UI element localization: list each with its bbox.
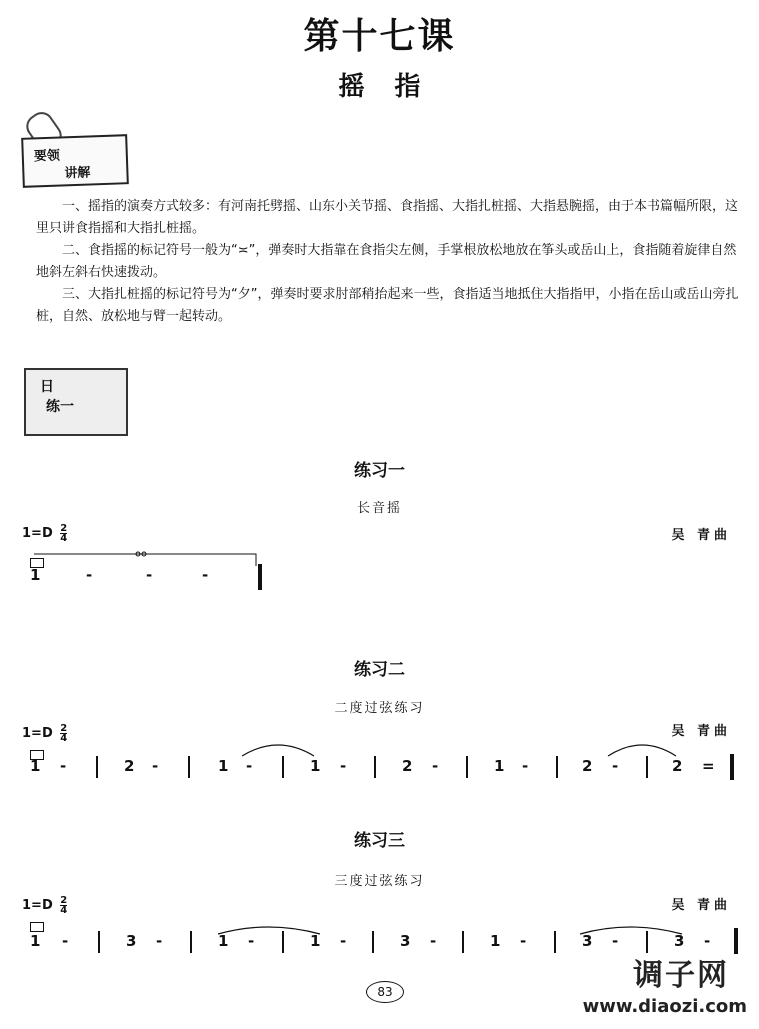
note: 2 xyxy=(402,757,413,775)
note: - xyxy=(430,932,437,950)
practice-badge-line2: 练一 xyxy=(46,399,74,415)
time-sig-bottom: 4 xyxy=(60,533,68,544)
explain-badge xyxy=(21,134,129,188)
note: 3 xyxy=(582,932,593,950)
exercise-3-composer: 吴 青曲 xyxy=(671,898,731,913)
note: 2 xyxy=(124,757,135,775)
time-sig-bottom: 4 xyxy=(60,733,68,744)
note: - xyxy=(612,757,619,775)
note: = xyxy=(702,757,715,775)
barline xyxy=(282,756,284,778)
note: 1 xyxy=(218,932,229,950)
note: - xyxy=(202,566,209,584)
note: 1 xyxy=(30,932,41,950)
barline xyxy=(98,931,100,953)
key-signature: 1=D xyxy=(22,726,53,741)
barline xyxy=(466,756,468,778)
key-signature: 1=D xyxy=(22,898,53,913)
paragraph-1: 一、摇指的演奏方式较多：有河南托劈摇、山东小关节摇、食指摇、大指扎桩摇、大指悬腕摇，由于本书篇幅所限，这里只讲食指摇和大指扎桩摇。 xyxy=(36,199,739,236)
barline xyxy=(462,931,464,953)
note: 3 xyxy=(126,932,137,950)
explain-badge-line1: 要领 xyxy=(33,148,61,165)
exercise-2-title: 练习二 xyxy=(354,660,405,680)
note: - xyxy=(340,757,347,775)
exercise-2-slur-1 xyxy=(240,738,320,758)
practice-badge xyxy=(24,368,128,436)
exercise-1-title: 练习一 xyxy=(354,461,405,481)
note: 3 xyxy=(400,932,411,950)
note: 1 xyxy=(310,932,321,950)
note: - xyxy=(704,932,711,950)
barline xyxy=(282,931,284,953)
time-sig-bottom: 4 xyxy=(60,905,68,916)
exercise-2-key xyxy=(22,724,67,743)
lesson-subtitle: 摇指 xyxy=(338,72,451,102)
exercise-3-title: 练习三 xyxy=(354,831,405,851)
note: - xyxy=(86,566,93,584)
note: 1 xyxy=(490,932,501,950)
exercise-1-subtitle: 长音摇 xyxy=(356,501,402,516)
barline xyxy=(372,931,374,953)
barline xyxy=(554,931,556,953)
final-barline xyxy=(734,928,738,954)
note: 1 xyxy=(494,757,505,775)
explain-badge-line2: 讲解 xyxy=(64,165,91,182)
exercise-1-composer: 吴 青曲 xyxy=(671,528,731,543)
time-sig-top: 2 xyxy=(60,723,68,734)
note: - xyxy=(248,932,255,950)
note: - xyxy=(246,757,253,775)
paragraph-3: 三、大指扎桩摇的标记符号为“夕”，弹奏时要求肘部稍抬起来一些，食指适当地抵住大指指甲，小指在岳山或岳山旁扎桩，自然、放松地与臂一起转动。 xyxy=(36,287,739,324)
practice-badge-line1: 日 xyxy=(40,379,54,395)
note: 2 xyxy=(582,757,593,775)
note: - xyxy=(156,932,163,950)
note: - xyxy=(520,932,527,950)
exercise-1-tie xyxy=(34,548,264,568)
barline xyxy=(188,756,190,778)
time-sig-top: 2 xyxy=(60,895,68,906)
final-barline xyxy=(258,564,262,590)
barline xyxy=(556,756,558,778)
barline xyxy=(190,931,192,953)
note: - xyxy=(146,566,153,584)
note: - xyxy=(522,757,529,775)
paragraph-2: 二、食指摇的标记符号一般为“≍”，弹奏时大指靠在食指尖左侧，手掌根放松地放在筝头或岳山上，食指随着旋律自然地斜左斜右快速拨动。 xyxy=(36,243,737,280)
page-number: 83 xyxy=(366,981,404,1003)
exercise-2-slur-2 xyxy=(606,738,686,758)
note: - xyxy=(60,757,67,775)
time-sig-top: 2 xyxy=(60,523,68,534)
watermark-brand: 调子网 xyxy=(633,958,729,993)
barline xyxy=(646,756,648,778)
exercise-2-subtitle: 二度过弦练习 xyxy=(334,701,425,716)
note: 2 xyxy=(672,757,683,775)
note: - xyxy=(62,932,69,950)
note: 1 xyxy=(310,757,321,775)
tremolo-mark-icon xyxy=(30,922,44,932)
exercise-3-slur-2 xyxy=(578,918,688,938)
lesson-title: 第十七课 xyxy=(303,15,456,57)
watermark-url: www.diaozi.com xyxy=(582,996,747,1017)
note: 1 xyxy=(30,566,41,584)
exercise-1-key xyxy=(22,524,67,543)
note: - xyxy=(612,932,619,950)
exercise-2-composer: 吴 青曲 xyxy=(671,724,731,739)
final-barline xyxy=(730,754,734,780)
barline xyxy=(96,756,98,778)
exercise-3-key xyxy=(22,896,67,915)
exercise-3-subtitle: 三度过弦练习 xyxy=(334,874,425,889)
note: - xyxy=(340,932,347,950)
note: 3 xyxy=(674,932,685,950)
barline xyxy=(374,756,376,778)
note: 1 xyxy=(30,757,41,775)
note: 1 xyxy=(218,757,229,775)
note: - xyxy=(152,757,159,775)
key-signature: 1=D xyxy=(22,526,53,541)
note: - xyxy=(432,757,439,775)
